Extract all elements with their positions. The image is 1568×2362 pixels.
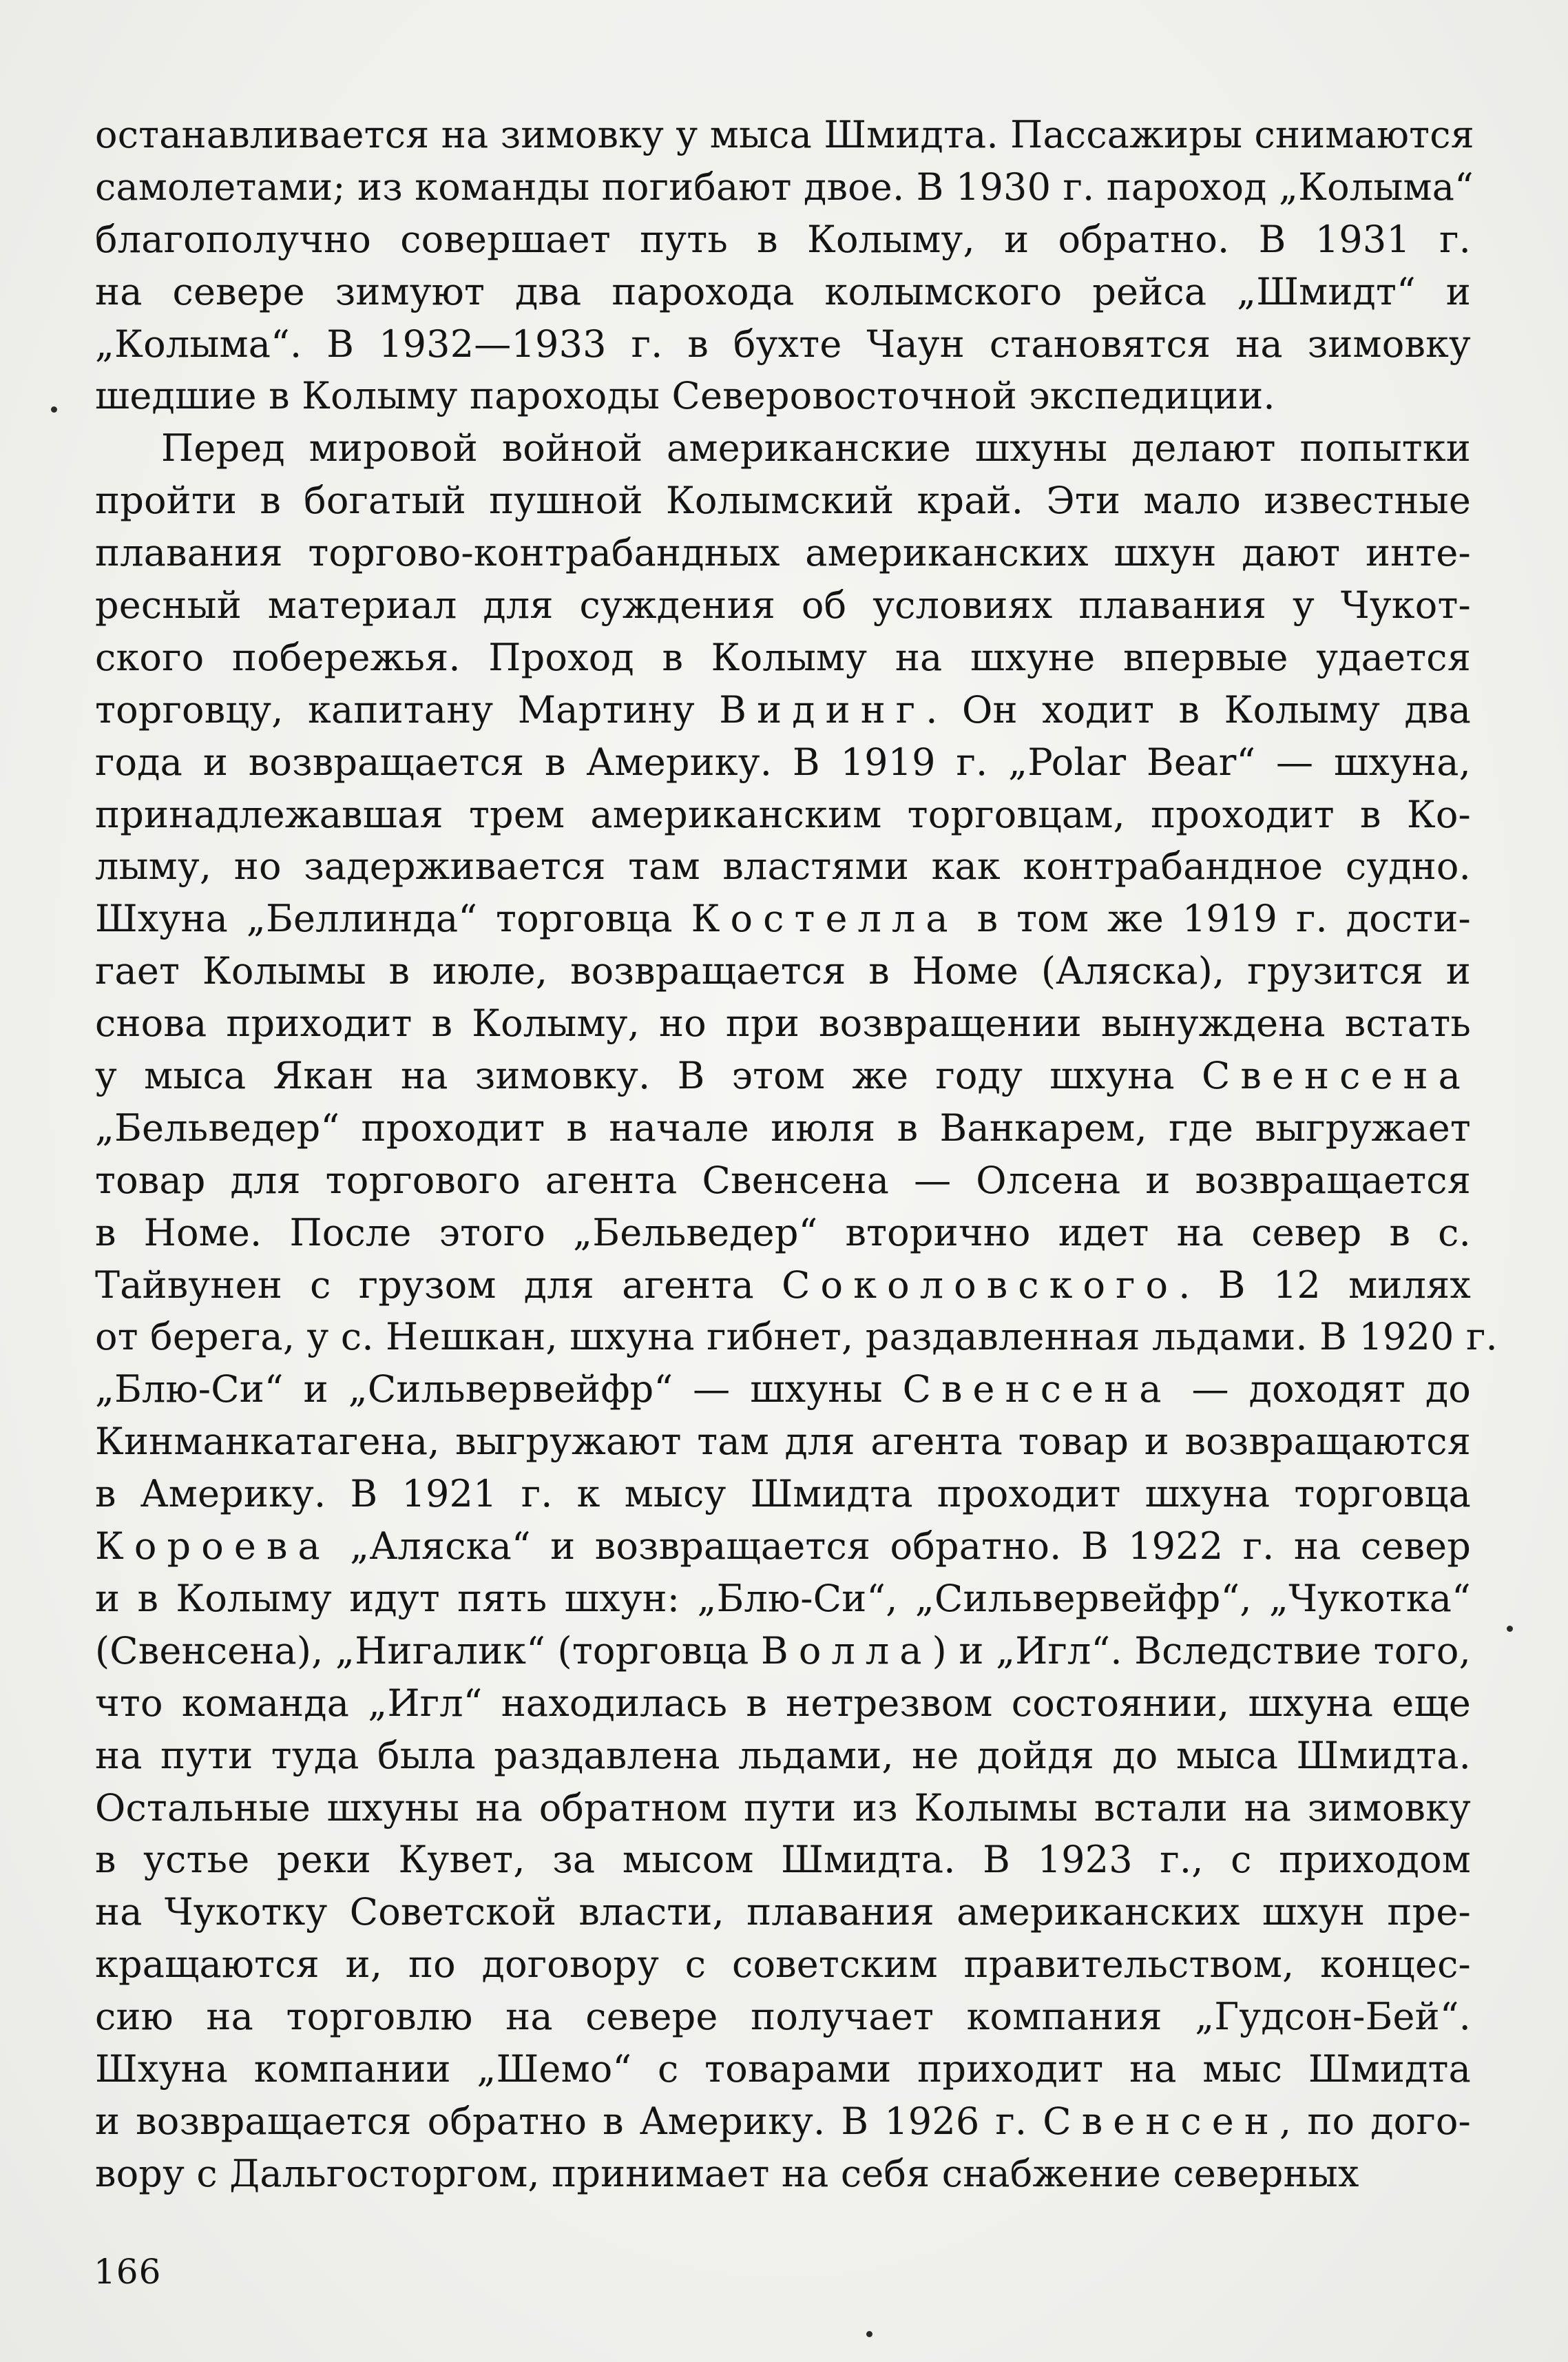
text-line [95,1625,1471,1677]
text-segment: в устье реки Кувет, за мысом Шмидта. В 1923 г., с приходом [95,1838,1471,1882]
text-segment: товар для торгового агента Свенсена — Олсена и возвращается [95,1158,1471,1202]
text-segment: самолетами; из команды погибают двое. В 1930 г. пароход „Колыма“ [95,165,1474,209]
text-line [95,109,1474,161]
text-line [95,266,1471,318]
scan-speck [866,2331,872,2337]
text-line [95,1520,1471,1573]
text-line [95,632,1471,684]
text-segment: гает Колымы в июле, возвращается в Номе (Аляска), грузится и [95,949,1471,993]
text-line [95,579,1471,632]
text-segment: ресный материал для суждения об условиях плавания у Чукот- [95,583,1471,628]
text-line [95,1363,1471,1416]
text-segment: на севере зимуют два парохода колымского рейса „Шмидт“ и [95,269,1471,313]
text-segment: . В 12 милях [1178,1263,1471,1307]
text-line [95,214,1471,266]
text-segment: Тайвунен с грузом для агента [95,1263,782,1307]
text-line [95,997,1471,1050]
text-segment: . Он ходит в Колыму два [926,687,1471,732]
text-line [95,1677,1471,1730]
text-segment: на пути туда была раздавлена льдами, не дойдя до мыса Шмидта. [95,1733,1471,1777]
text-line [95,2095,1471,2148]
text-segment: и в Колыму идут пять шхун: „Блю-Си“, „Сильвервейфр“, „Чукотка“ [95,1576,1471,1620]
text-segment: Шхуна компании „Шемо“ с товарами приходит на мыс Шмидта [95,2047,1471,2091]
text-segment: и возвращается обратно в Америку. В 1926 г. [95,2099,1043,2143]
text-segment: принадлежавшая трем американским торговцам, проходит в Ко- [95,792,1471,836]
text-line [95,736,1471,789]
text-line [95,840,1471,893]
text-segment: в Америку. В 1921 г. к мысу Шмидта проходит шхуна торговца [95,1472,1471,1516]
text-segment: от берега, у с. Нешкан, шхуна гибнет, раздавленная льдами. В 1920 г. [95,1315,1498,1359]
spaced-name: Видинг [719,687,926,732]
text-line [95,684,1471,736]
text-segment: ) и „Игл“. Вследствие того, [932,1628,1471,1672]
text-segment: „Колыма“. В 1932—1933 г. в бухте Чаун становятся на зимовку [95,322,1471,366]
spaced-name: Волла [761,1628,932,1672]
text-segment: снова приходит в Колыму, но при возвращении вынуждена встать [95,1002,1471,1046]
text-segment: останавливается на зимовку у мыса Шмидта. Пассажиры снимаются [95,113,1474,156]
spaced-name: Костелла [691,897,959,941]
text-segment: ского побережья. Проход в Колыму на шхуне впервые удается [95,635,1471,679]
text-line [95,1834,1471,1886]
text-line [95,1730,1471,1782]
text-line [95,1050,1471,1102]
text-line [95,422,1471,475]
text-segment: торговцу, капитану Мартину [95,687,720,732]
text-segment: в Номе. После этого „Бельведер“ вторично идет на север в с. [95,1210,1471,1254]
text-line [95,1468,1471,1520]
text-segment: шедшие в Колыму пароходы Северовосточной экспедиции. [95,374,1275,418]
spaced-name: Соколовского [782,1263,1179,1307]
text-line [95,370,1471,422]
text-segment: в том же 1919 г. дости- [958,897,1471,941]
text-line [95,318,1471,371]
text-segment: благополучно совершает путь в Колыму, и обратно. В 1931 г. [95,217,1471,261]
text-line [95,2148,1471,2200]
text-line [95,1259,1471,1312]
text-line [95,945,1471,997]
text-line [95,893,1471,945]
spaced-name: Свенсена [1201,1054,1471,1098]
text-segment: лыму, но задерживается там властями как контрабандное судно. [95,845,1471,889]
text-line [95,789,1471,841]
scan-speck [51,406,57,413]
text-segment: сию на торговлю на севере получает компания „Гудсон-Бей“. [95,1995,1471,2039]
text-line [95,1938,1471,1991]
body-text [95,109,1498,2200]
text-line [95,1782,1471,1834]
text-segment: „Бельведер“ проходит в начале июля в Ванкарем, где выгружает [95,1106,1471,1150]
text-segment: у мыса Якан на зимовку. В этом же году шхуна [95,1054,1202,1098]
page-number: 166 [94,2252,162,2292]
text-line [95,475,1471,527]
text-segment: Шхуна „Беллинда“ торговца [95,897,691,941]
text-line [95,1886,1471,1938]
text-segment: вору с Дальгосторгом, принимает на себя снабжение северных [95,2151,1359,2195]
spaced-name: Свенсена [902,1367,1172,1411]
text-segment: пройти в богатый пушной Колымский край. Эти мало известные [95,479,1471,523]
text-line [95,1154,1471,1207]
spaced-name: Короева [95,1524,331,1568]
text-segment: плавания торгово-контрабандных американских шхун дают инте- [95,531,1471,575]
text-segment: Кинманкатагена, выгружают там для агента товар и возвращаются [95,1420,1471,1464]
text-line [95,1102,1471,1154]
text-segment: „Блю-Си“ и „Сильвервейфр“ — шхуны [95,1367,903,1411]
text-segment: кращаются и, по договору с советским правительством, концес- [95,1943,1471,1987]
text-line [95,1991,1471,2043]
text-segment: , по дого- [1279,2099,1472,2143]
text-segment: на Чукотку Советской власти, плавания американских шхун пре- [95,1890,1471,1934]
text-line [95,161,1474,214]
text-segment: (Свенсена), „Нигалик“ (торговца [95,1628,762,1672]
text-segment: — доходят до [1171,1367,1471,1411]
text-line [95,1416,1471,1468]
text-segment: года и возвращается в Америку. В 1919 г. „Polar Bear“ — шхуна, [95,740,1471,784]
text-segment: „Аляска“ и возвращается обратно. В 1922 г. на север [330,1524,1471,1568]
text-line [95,2043,1471,2095]
spaced-name: Свенсен [1043,2099,1279,2143]
text-segment: что команда „Игл“ находилась в нетрезвом состоянии, шхуна еще [95,1681,1471,1725]
text-line [95,527,1471,579]
text-line [95,1207,1471,1259]
text-segment: Перед мировой войной американские шхуны делают попытки [161,426,1471,470]
text-segment: Остальные шхуны на обратном пути из Колымы встали на зимовку [95,1785,1471,1830]
scan-speck [1507,1626,1513,1632]
text-line [95,1573,1471,1625]
text-line [95,1311,1498,1363]
